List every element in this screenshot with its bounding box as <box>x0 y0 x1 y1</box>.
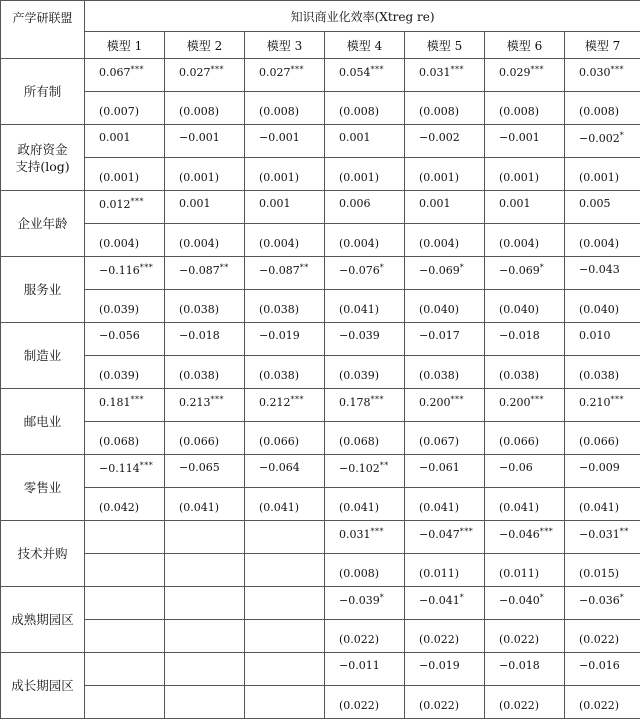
coef-cell: 0.030*** <box>565 59 640 92</box>
se-cell: (0.008) <box>245 92 325 125</box>
coef-cell <box>165 653 245 686</box>
coef-cell: 0.006 <box>325 191 405 224</box>
se-row <box>1 92 640 125</box>
coef-cell: 0.001 <box>325 125 405 158</box>
se-cell: (0.041) <box>325 488 405 521</box>
coef-cell: 0.012*** <box>85 191 165 224</box>
se-cell: (0.004) <box>245 224 325 257</box>
coef-cell: −0.009 <box>565 455 640 488</box>
se-cell <box>85 554 165 587</box>
se-cell <box>85 686 165 719</box>
coef-cell: −0.039* <box>325 587 405 620</box>
variable-name: 制造业 <box>1 323 85 389</box>
coef-cell: 0.001 <box>485 191 565 224</box>
coef-cell: −0.087** <box>165 257 245 290</box>
se-cell <box>245 686 325 719</box>
coef-cell <box>85 521 165 554</box>
se-cell: (0.004) <box>165 224 245 257</box>
se-cell: (0.004) <box>565 224 640 257</box>
coef-cell: 0.031*** <box>405 59 485 92</box>
coef-cell: −0.047*** <box>405 521 485 554</box>
coef-cell: −0.036* <box>565 587 640 620</box>
se-cell: (0.040) <box>405 290 485 323</box>
se-cell: (0.008) <box>325 554 405 587</box>
coef-cell: −0.114*** <box>85 455 165 488</box>
coef-cell: −0.064 <box>245 455 325 488</box>
se-cell: (0.022) <box>485 686 565 719</box>
model-header-6: 模型 6 <box>485 32 565 59</box>
se-cell <box>245 620 325 653</box>
coef-cell: 0.031*** <box>325 521 405 554</box>
coef-row <box>1 389 640 422</box>
coef-cell: −0.065 <box>165 455 245 488</box>
se-cell: (0.022) <box>485 620 565 653</box>
coef-cell <box>85 653 165 686</box>
se-cell: (0.038) <box>405 356 485 389</box>
se-cell: (0.011) <box>485 554 565 587</box>
variable-name: 邮电业 <box>1 389 85 455</box>
variable-name: 政府资金 支持(log) <box>1 125 85 191</box>
coef-cell: 0.067*** <box>85 59 165 92</box>
coef-cell: −0.001 <box>485 125 565 158</box>
coef-cell: 0.212*** <box>245 389 325 422</box>
se-cell: (0.001) <box>325 158 405 191</box>
variable-name: 成熟期园区 <box>1 587 85 653</box>
se-cell: (0.008) <box>565 92 640 125</box>
coef-cell: 0.213*** <box>165 389 245 422</box>
coef-cell <box>165 587 245 620</box>
coef-cell: 0.054*** <box>325 59 405 92</box>
coef-cell: −0.018 <box>485 653 565 686</box>
coef-cell: −0.046*** <box>485 521 565 554</box>
se-row <box>1 554 640 587</box>
coef-cell: −0.016 <box>565 653 640 686</box>
model-header-1: 模型 1 <box>85 32 165 59</box>
se-cell: (0.022) <box>325 686 405 719</box>
se-cell: (0.039) <box>325 356 405 389</box>
se-cell: (0.001) <box>165 158 245 191</box>
se-cell: (0.041) <box>565 488 640 521</box>
se-cell: (0.066) <box>565 422 640 455</box>
se-cell: (0.042) <box>85 488 165 521</box>
se-cell: (0.022) <box>405 686 485 719</box>
se-cell: (0.022) <box>565 686 640 719</box>
se-cell: (0.038) <box>165 290 245 323</box>
coef-cell: −0.031** <box>565 521 640 554</box>
table-body <box>1 59 640 719</box>
se-cell <box>85 620 165 653</box>
coef-cell: −0.076* <box>325 257 405 290</box>
se-cell: (0.004) <box>485 224 565 257</box>
se-cell: (0.001) <box>405 158 485 191</box>
coef-row <box>1 59 640 92</box>
coef-cell: −0.001 <box>165 125 245 158</box>
variable-name: 零售业 <box>1 455 85 521</box>
coef-cell: 0.200*** <box>485 389 565 422</box>
se-cell: (0.039) <box>85 356 165 389</box>
coef-row <box>1 191 640 224</box>
se-cell: (0.040) <box>565 290 640 323</box>
se-cell: (0.022) <box>405 620 485 653</box>
se-cell: (0.041) <box>485 488 565 521</box>
coef-cell: −0.069* <box>485 257 565 290</box>
coef-row <box>1 323 640 356</box>
variable-name: 所有制 <box>1 59 85 125</box>
coef-cell: −0.061 <box>405 455 485 488</box>
coef-cell: −0.087** <box>245 257 325 290</box>
se-cell: (0.008) <box>325 92 405 125</box>
se-cell: (0.039) <box>85 290 165 323</box>
se-cell <box>165 686 245 719</box>
coef-cell: 0.027*** <box>245 59 325 92</box>
se-cell: (0.001) <box>245 158 325 191</box>
coef-cell: 0.029*** <box>485 59 565 92</box>
coef-row <box>1 653 640 686</box>
span-header-title: 知识商业化效率(Xtreg re) <box>85 1 640 32</box>
coef-cell: −0.019 <box>245 323 325 356</box>
coef-cell: −0.040* <box>485 587 565 620</box>
coef-cell: −0.017 <box>405 323 485 356</box>
coef-cell <box>245 653 325 686</box>
coef-row <box>1 455 640 488</box>
model-header-7: 模型 7 <box>565 32 640 59</box>
se-row <box>1 422 640 455</box>
coef-cell: 0.178*** <box>325 389 405 422</box>
coef-cell: −0.002* <box>565 125 640 158</box>
coef-row <box>1 587 640 620</box>
coef-cell: 0.001 <box>405 191 485 224</box>
model-header-3: 模型 3 <box>245 32 325 59</box>
se-row <box>1 488 640 521</box>
variable-name: 服务业 <box>1 257 85 323</box>
variable-name: 企业年龄 <box>1 191 85 257</box>
coef-cell: 0.001 <box>165 191 245 224</box>
se-row <box>1 356 640 389</box>
coef-cell: 0.210*** <box>565 389 640 422</box>
se-cell: (0.004) <box>85 224 165 257</box>
se-cell: (0.004) <box>405 224 485 257</box>
coef-row <box>1 125 640 158</box>
se-cell: (0.001) <box>485 158 565 191</box>
coef-cell: 0.027*** <box>165 59 245 92</box>
coef-cell: −0.039 <box>325 323 405 356</box>
coef-row <box>1 521 640 554</box>
se-cell: (0.068) <box>325 422 405 455</box>
se-cell: (0.008) <box>165 92 245 125</box>
se-cell: (0.066) <box>165 422 245 455</box>
se-cell: (0.008) <box>485 92 565 125</box>
se-cell: (0.022) <box>565 620 640 653</box>
coef-cell: −0.116*** <box>85 257 165 290</box>
corner-header: 产学研联盟 <box>1 1 85 59</box>
coef-cell <box>245 521 325 554</box>
se-cell: (0.040) <box>485 290 565 323</box>
coef-cell: −0.102** <box>325 455 405 488</box>
coef-cell: −0.041* <box>405 587 485 620</box>
model-header-5: 模型 5 <box>405 32 485 59</box>
coef-cell: −0.056 <box>85 323 165 356</box>
coef-row <box>1 257 640 290</box>
se-row <box>1 686 640 719</box>
se-cell: (0.007) <box>85 92 165 125</box>
se-cell <box>165 554 245 587</box>
header-row-models <box>1 32 640 59</box>
se-cell <box>245 554 325 587</box>
coef-cell: −0.069* <box>405 257 485 290</box>
coef-cell: −0.043 <box>565 257 640 290</box>
se-cell: (0.038) <box>565 356 640 389</box>
coef-cell: 0.001 <box>85 125 165 158</box>
coef-cell: −0.06 <box>485 455 565 488</box>
se-cell: (0.038) <box>165 356 245 389</box>
se-cell: (0.015) <box>565 554 640 587</box>
coef-cell: −0.002 <box>405 125 485 158</box>
se-cell: (0.067) <box>405 422 485 455</box>
se-cell: (0.068) <box>85 422 165 455</box>
model-header-4: 模型 4 <box>325 32 405 59</box>
model-header-2: 模型 2 <box>165 32 245 59</box>
coef-cell: −0.018 <box>165 323 245 356</box>
se-cell: (0.038) <box>485 356 565 389</box>
se-cell: (0.038) <box>245 290 325 323</box>
coef-cell: −0.019 <box>405 653 485 686</box>
se-cell: (0.066) <box>485 422 565 455</box>
se-cell <box>165 620 245 653</box>
se-cell: (0.066) <box>245 422 325 455</box>
se-cell: (0.041) <box>405 488 485 521</box>
coef-cell <box>85 587 165 620</box>
coef-cell: 0.005 <box>565 191 640 224</box>
coef-cell: 0.200*** <box>405 389 485 422</box>
coef-cell: −0.011 <box>325 653 405 686</box>
se-cell: (0.041) <box>165 488 245 521</box>
coef-cell <box>245 587 325 620</box>
se-cell: (0.004) <box>325 224 405 257</box>
se-cell: (0.041) <box>325 290 405 323</box>
coef-cell: −0.001 <box>245 125 325 158</box>
se-row <box>1 620 640 653</box>
se-cell: (0.011) <box>405 554 485 587</box>
se-cell: (0.008) <box>405 92 485 125</box>
coef-cell: 0.010 <box>565 323 640 356</box>
coef-cell: −0.018 <box>485 323 565 356</box>
se-row <box>1 158 640 191</box>
coef-cell <box>165 521 245 554</box>
variable-name: 成长期园区 <box>1 653 85 719</box>
se-row <box>1 290 640 323</box>
se-row <box>1 224 640 257</box>
se-cell: (0.022) <box>325 620 405 653</box>
coef-cell: 0.181*** <box>85 389 165 422</box>
coef-cell: 0.001 <box>245 191 325 224</box>
se-cell: (0.038) <box>245 356 325 389</box>
se-cell: (0.001) <box>565 158 640 191</box>
se-cell: (0.001) <box>85 158 165 191</box>
header-row-title <box>1 1 640 32</box>
variable-name: 技术并购 <box>1 521 85 587</box>
se-cell: (0.041) <box>245 488 325 521</box>
